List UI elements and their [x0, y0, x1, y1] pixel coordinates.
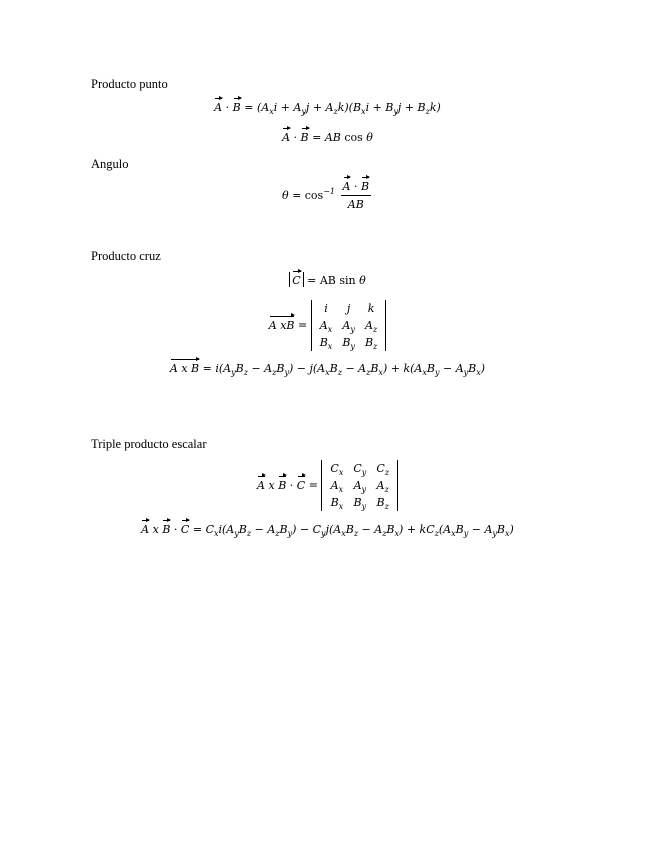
vector-b: B [300, 131, 309, 144]
theta-lhs: $\theta = \cos^{-1}$ [281, 186, 336, 202]
cross-lhs: A xB [268, 318, 295, 332]
triple-determinant: $C_x$ $C_y$ $C_z$ $A_x$ $A_y$ $A_z$ $B_x$ $B_y$ $B_z$ [321, 460, 398, 511]
magnitude-bars [289, 272, 303, 287]
vector-b: B [360, 180, 370, 193]
vector-c: C [292, 274, 301, 287]
triple-lhs: A x B · C [141, 523, 190, 536]
angle-fraction [341, 180, 372, 211]
dot-operator: · [225, 101, 230, 114]
fraction-numerator [341, 180, 372, 196]
vector-a: A [282, 131, 291, 144]
equals-sign: = [307, 274, 317, 287]
angle-equation [0, 180, 655, 211]
fraction-denominator: AB [347, 198, 364, 211]
cross-lhs-vector: A x B [169, 362, 200, 375]
equals-sign: = [202, 362, 212, 375]
dot-expansion-rhs: $(A_xi + A_yj + A_zk)(B_xi + B_yj + B_zk)$ [256, 101, 441, 116]
equals-sign: = [312, 131, 322, 144]
dot-product-expansion-equation [0, 101, 655, 114]
vector-a: A [214, 101, 223, 114]
equals-sign: = [297, 318, 308, 332]
triple-product-heading: Triple producto escalar [91, 437, 207, 451]
angle-heading: Angulo [91, 157, 129, 171]
dot-product-cosine-equation [0, 131, 655, 144]
cross-determinant-equation [0, 300, 655, 351]
cross-product-heading: Producto cruz [91, 249, 161, 263]
inverse-exponent: −1 [323, 186, 336, 196]
triple-determinant-equation [0, 460, 655, 511]
vector-a: A [342, 180, 351, 193]
cosine-rhs: AB cos θ [324, 131, 373, 144]
vector-b: B [232, 101, 241, 114]
triple-lhs: A x B · C [257, 478, 306, 492]
triple-expansion-equation [0, 523, 655, 536]
equals-sign: = [308, 478, 318, 492]
triple-expansion-rhs: $C_xi(A_yB_z - A_zB_y) - C_yj(A_xB_z - A_zB_x) + kC_z(A_xB_y - A_yB_x)$ [205, 523, 514, 538]
magnitude-rhs: AB sin θ [319, 274, 366, 287]
cross-expansion-equation [0, 362, 655, 375]
cross-expansion-rhs: $i(A_yB_z - A_zB_y) - j(A_xB_z - A_zB_x) + k(A_xB_y - A_yB_x)$ [215, 362, 486, 377]
equals-sign: = [192, 523, 203, 536]
cross-magnitude-equation [0, 272, 655, 287]
dot-operator: · [293, 131, 298, 144]
dot-product-heading: Producto punto [91, 77, 168, 91]
dot-operator: · [353, 180, 358, 193]
equals-sign: = [244, 101, 254, 114]
cross-determinant: i j k $A_x$ $A_y$ $A_z$ $B_x$ $B_y$ $B_z$ [311, 300, 387, 351]
